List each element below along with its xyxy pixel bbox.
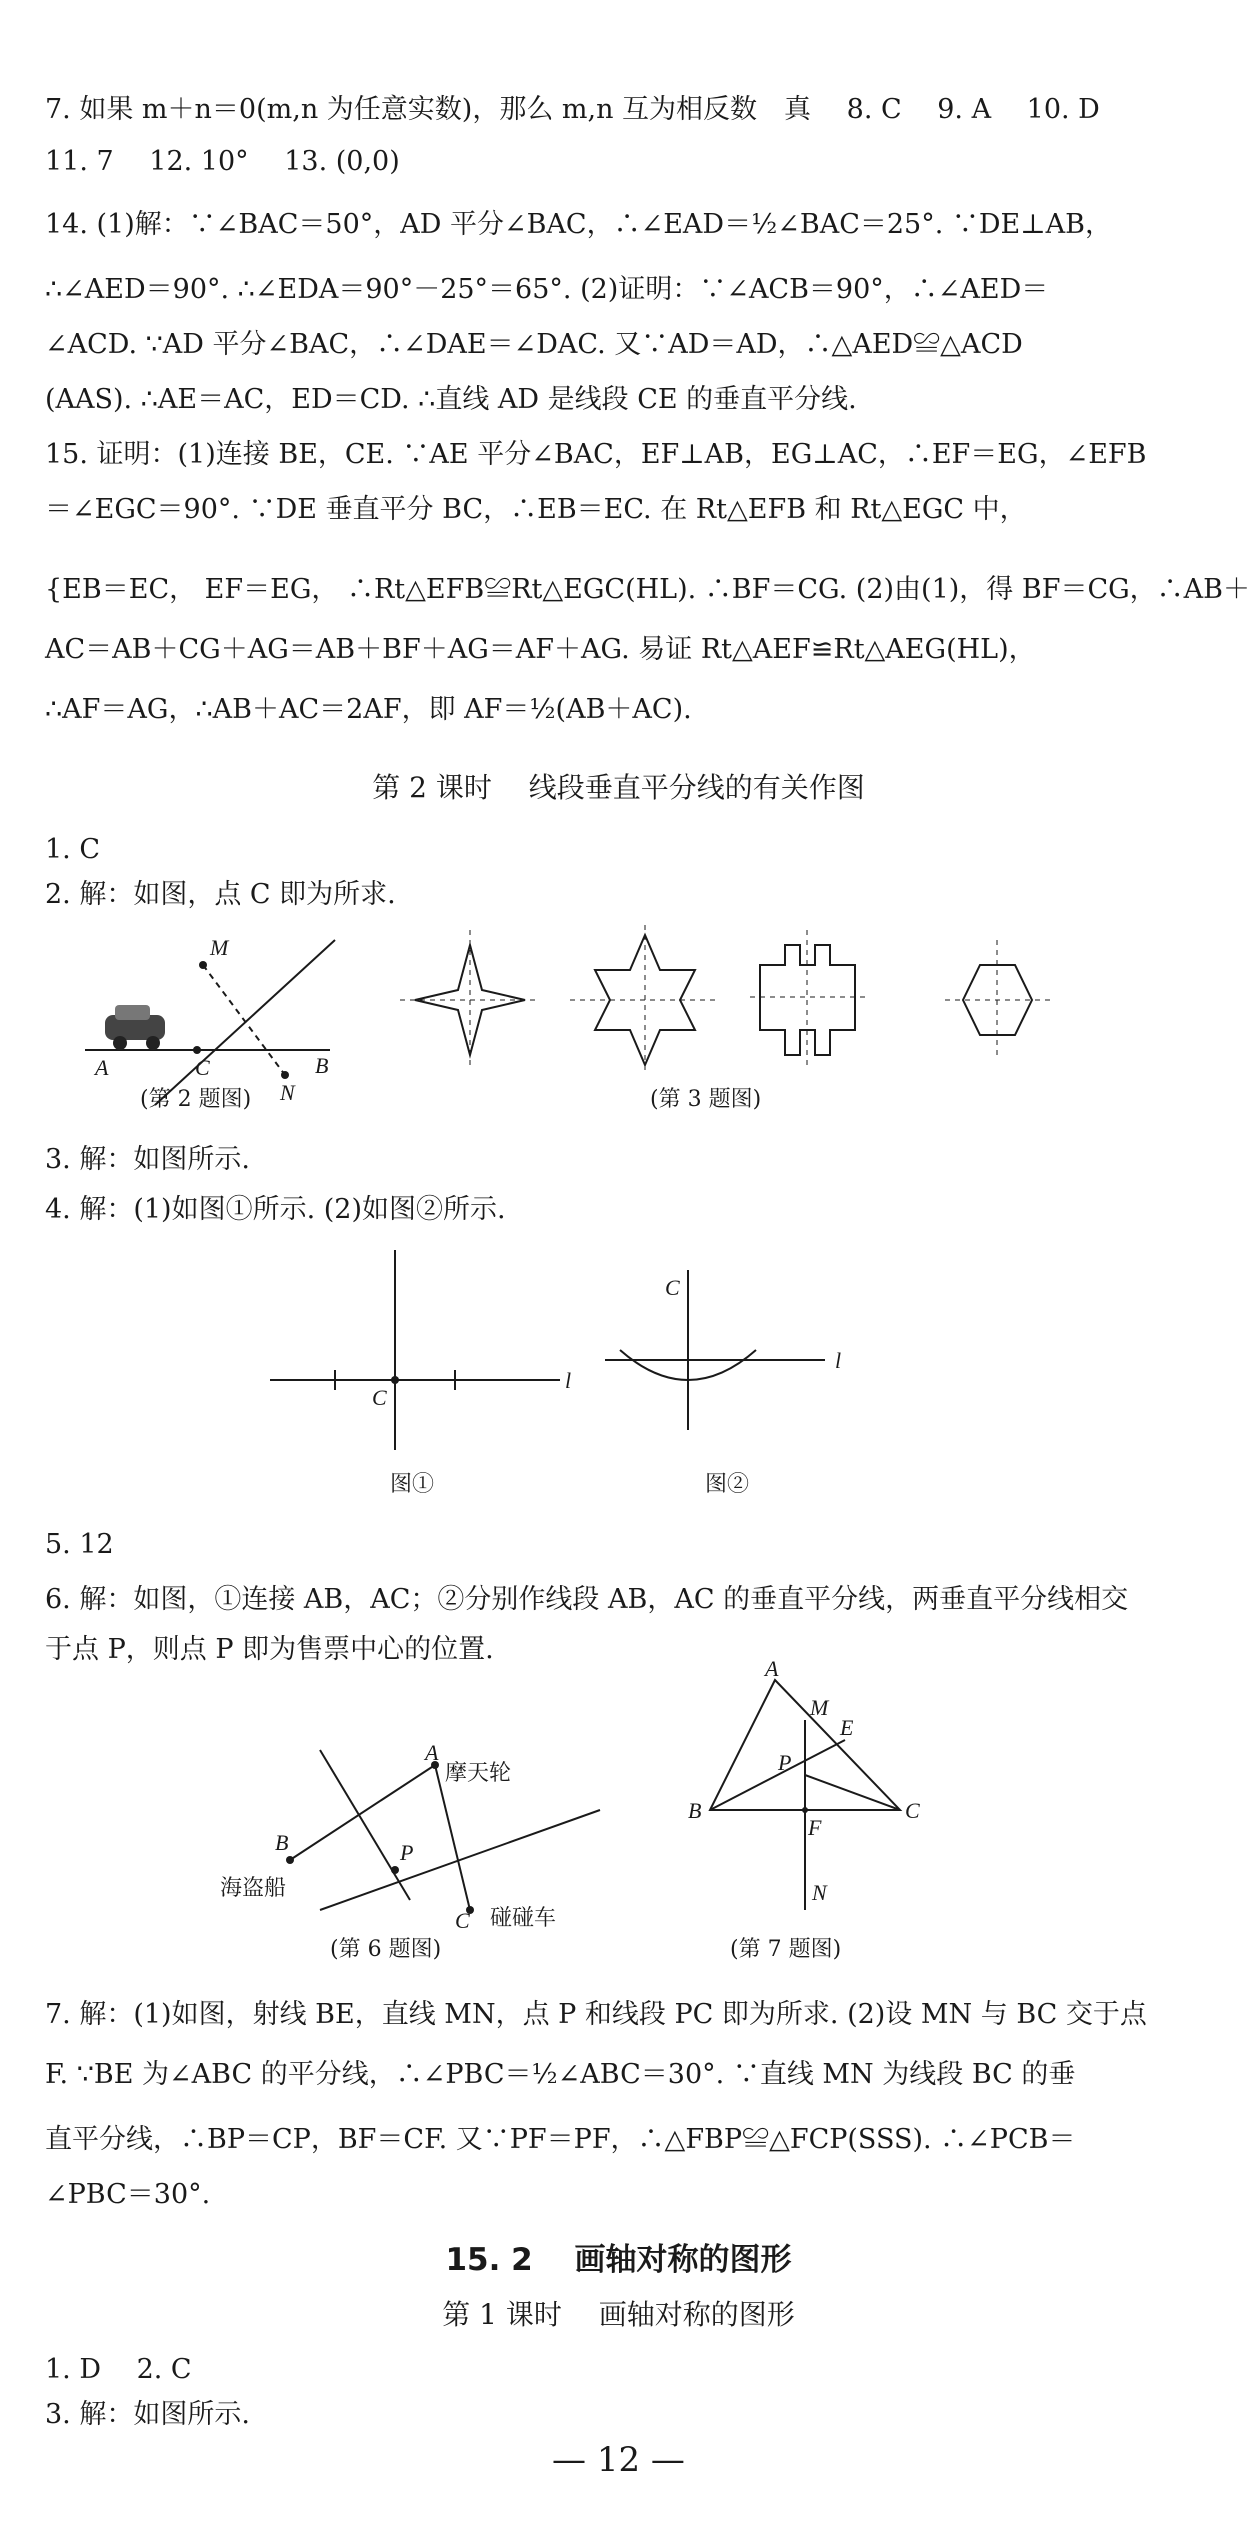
answer-line: 11. 7 12. 10° 13. (0,0): [45, 146, 400, 177]
svg-text:C: C: [372, 1385, 387, 1410]
svg-text:C: C: [665, 1275, 680, 1300]
answer-line: ∠PBC＝30°.: [45, 2179, 211, 2210]
answer-line: ∴AF＝AG，∴AB＋AC＝2AF，即 AF＝½(AB＋AC).: [45, 694, 692, 725]
answer-line: 1. C: [45, 834, 101, 865]
svg-text:P: P: [400, 1840, 414, 1865]
figure-caption: (第 6 题图): [330, 1937, 442, 1962]
svg-text:M: M: [810, 1695, 829, 1720]
answer-line: 5. 12: [45, 1529, 114, 1560]
figure-3: [390, 925, 1180, 1080]
answer-line: 3. 解：如图所示.: [45, 1144, 250, 1175]
svg-text:N: N: [812, 1880, 827, 1905]
answer-line: 1. D 2. C: [45, 2354, 192, 2385]
answer-line: 2. 解：如图，点 C 即为所求.: [45, 879, 396, 910]
figure-6: [220, 1700, 620, 1933]
svg-text:A: A: [95, 1055, 109, 1080]
answer-line: 3. 解：如图所示.: [45, 2399, 250, 2430]
lesson-title: 第 1 课时 画轴对称的图形: [442, 2298, 795, 2331]
section-title: 15. 2 画轴对称的图形: [445, 2242, 792, 2278]
figure-caption: (第 2 题图): [140, 1087, 252, 1112]
answer-line: 7. 解：(1)如图，射线 BE，直线 MN，点 P 和线段 PC 即为所求. (2)设 MN 与 BC 交于点: [45, 1999, 1147, 2030]
svg-text:P: P: [778, 1750, 792, 1775]
figure-4: [270, 1250, 890, 1460]
answer-line: 于点 P，则点 P 即为售票中心的位置.: [45, 1634, 494, 1665]
svg-text:B: B: [688, 1798, 702, 1823]
page-number: — 12 —: [552, 2440, 685, 2480]
svg-text:M: M: [210, 935, 229, 960]
svg-text:l: l: [835, 1348, 842, 1373]
svg-text:E: E: [840, 1715, 854, 1740]
figure-caption: 图①: [390, 1472, 435, 1497]
svg-text:F: F: [808, 1815, 822, 1840]
answer-line: AC＝AB＋CG＋AG＝AB＋BF＋AG＝AF＋AG. 易证 Rt△AEF≌Rt△AEG(HL)，: [45, 634, 1036, 665]
answer-line: 15. 证明：(1)连接 BE，CE. ∵AE 平分∠BAC，EF⊥AB，EG⊥AC，∴EF＝EG，∠EFB: [45, 439, 1147, 470]
answer-line: ∠ACD. ∵AD 平分∠BAC，∴∠DAE＝∠DAC. 又∵AD＝AD，∴△AED≌△ACD: [45, 329, 1023, 360]
svg-text:摩天轮: 摩天轮: [445, 1761, 512, 1786]
svg-text:海盗船: 海盗船: [220, 1876, 287, 1901]
figure-7: [680, 1656, 940, 1930]
answer-line: F. ∵BE 为∠ABC 的平分线，∴∠PBC＝½∠ABC＝30°. ∵直线 MN 为线段 BC 的垂: [45, 2059, 1076, 2090]
figure-caption: 图②: [705, 1472, 750, 1497]
answer-line: ＝∠EGC＝90°. ∵DE 垂直平分 BC，∴EB＝EC. 在 Rt△EFB 和 Rt△EGC 中，: [45, 494, 1027, 525]
answer-line: (AAS). ∴AE＝AC，ED＝CD. ∴直线 AD 是线段 CE 的垂直平分线.: [45, 384, 857, 415]
answer-line: 直平分线，∴BP＝CP，BF＝CF. 又∵PF＝PF，∴△FBP≌△FCP(SSS). ∴∠PCB＝: [45, 2124, 1076, 2155]
figure-caption: (第 7 题图): [730, 1937, 842, 1962]
svg-text:C: C: [905, 1798, 920, 1823]
answer-line: {EB＝EC， EF＝EG， ∴Rt△EFB≌Rt△EGC(HL). ∴BF＝CG. (2)由(1)，得 BF＝CG，∴AB＋: [45, 574, 1250, 605]
svg-text:A: A: [765, 1656, 779, 1681]
svg-text:l: l: [565, 1368, 572, 1393]
lesson-title: 第 2 课时 线段垂直平分线的有关作图: [372, 771, 865, 804]
svg-text:C: C: [455, 1908, 470, 1933]
answer-line: 7. 如果 m＋n＝0(m,n 为任意实数)，那么 m,n 互为相反数 真 8. C 9. A 10. D: [45, 94, 1100, 125]
answer-line: 6. 解：如图，①连接 AB，AC；②分别作线段 AB，AC 的垂直平分线，两垂直平分线相交: [45, 1584, 1129, 1615]
svg-text:碰碰车: 碰碰车: [490, 1906, 557, 1931]
figure-caption: (第 3 题图): [650, 1087, 762, 1112]
svg-text:C: C: [195, 1055, 210, 1080]
svg-text:A: A: [425, 1740, 439, 1765]
answer-line: 4. 解：(1)如图①所示. (2)如图②所示.: [45, 1194, 506, 1225]
answer-line: ∴∠AED＝90°. ∴∠EDA＝90°－25°＝65°. (2)证明：∵∠ACB＝90°，∴∠AED＝: [45, 274, 1049, 305]
svg-text:B: B: [315, 1053, 329, 1078]
svg-text:B: B: [275, 1830, 289, 1855]
answer-line: 14. (1)解：∵∠BAC＝50°，AD 平分∠BAC，∴∠EAD＝½∠BAC＝25°. ∵DE⊥AB，: [45, 209, 1112, 240]
svg-text:N: N: [280, 1080, 295, 1105]
